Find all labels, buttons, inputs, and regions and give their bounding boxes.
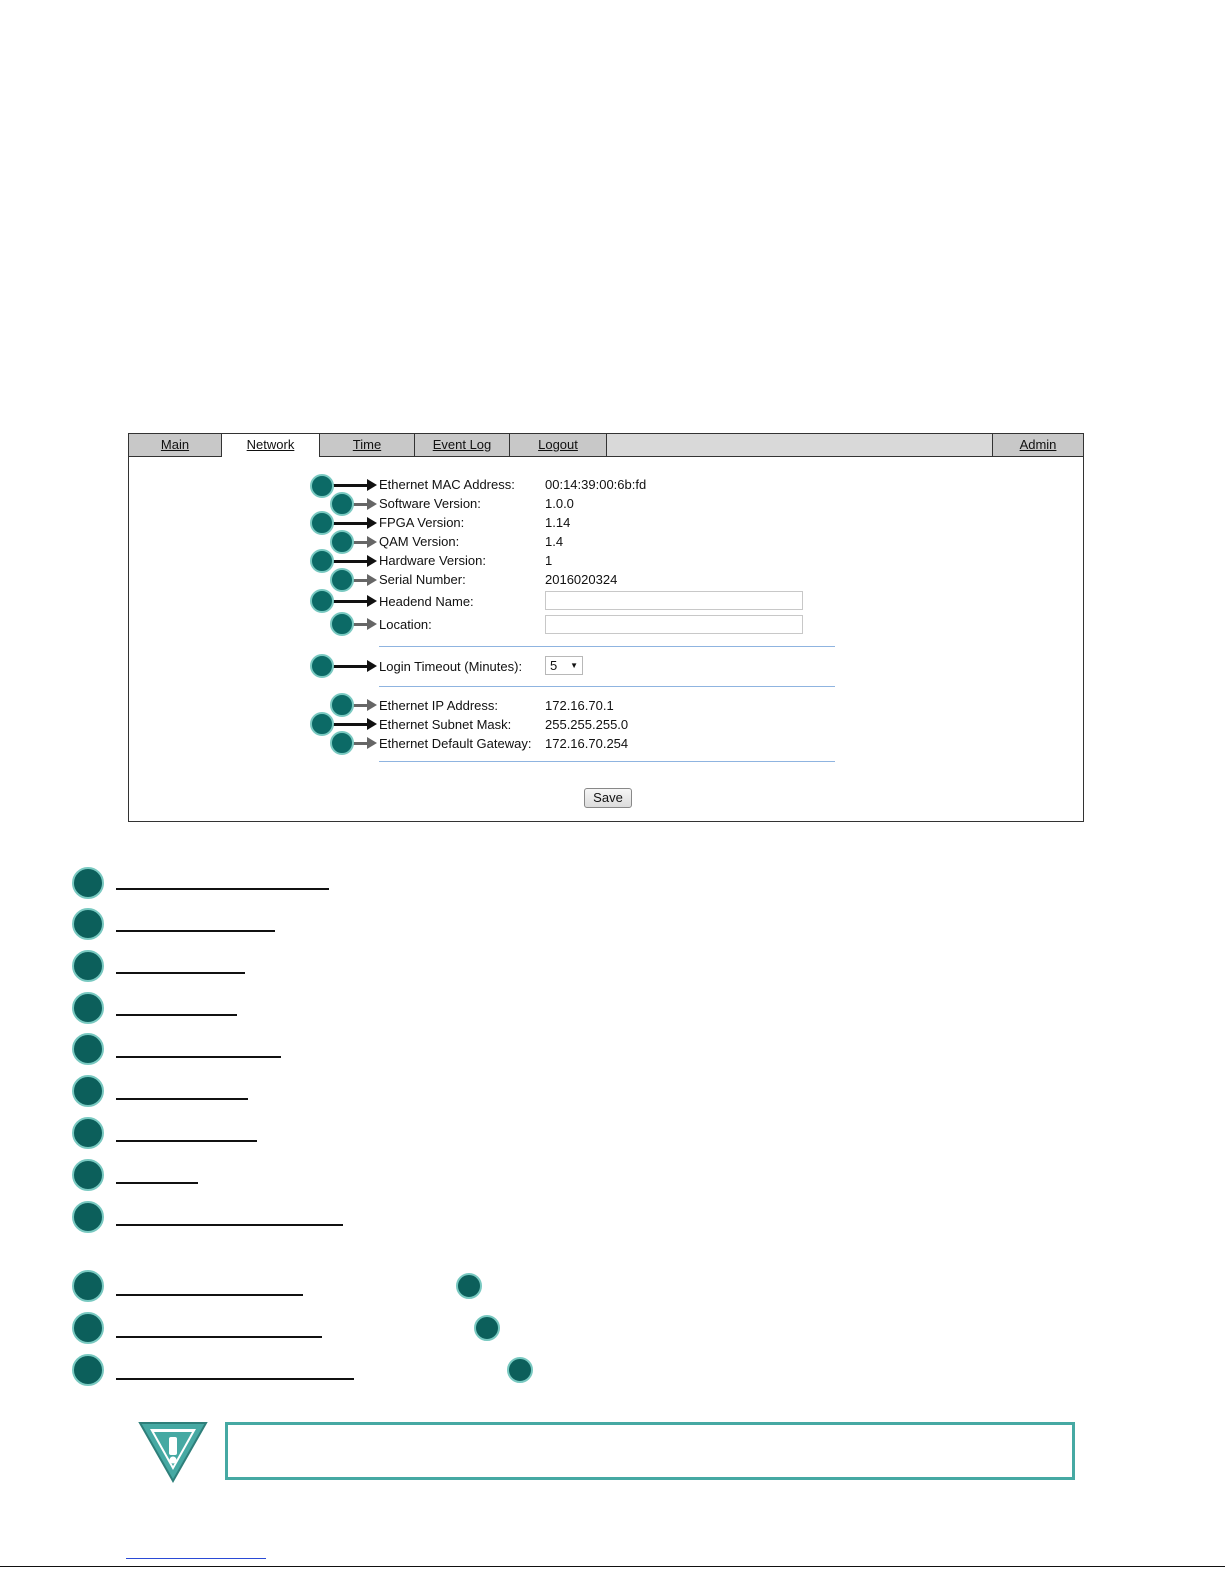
- legend-marker: [72, 1075, 104, 1107]
- legend-marker: [72, 1033, 104, 1065]
- caution-triangle-icon: [137, 1420, 209, 1484]
- legend-marker: [72, 1201, 104, 1233]
- callout-arrow: [329, 522, 369, 525]
- legend-ref-marker: [456, 1273, 482, 1299]
- legend-ref-marker: [507, 1357, 533, 1383]
- callout-marker: [330, 693, 354, 717]
- legend-underline: [116, 888, 329, 890]
- legend-marker: [72, 908, 104, 940]
- legend-underline: [116, 1336, 322, 1338]
- callout-marker: [330, 492, 354, 516]
- legend-underline: [116, 972, 245, 974]
- ethernet-ip-label: Ethernet IP Address:: [379, 698, 498, 713]
- callout-arrow: [329, 560, 369, 563]
- fpga-version-label: FPGA Version:: [379, 515, 465, 530]
- tab-network[interactable]: Network: [222, 434, 320, 457]
- qam-version-value: 1.4: [545, 534, 564, 549]
- legend-underline: [116, 1056, 281, 1058]
- callout-arrow: [329, 723, 369, 726]
- legend-underline: [116, 1140, 257, 1142]
- legend-underline: [116, 1182, 198, 1184]
- software-version-label: Software Version:: [379, 496, 481, 511]
- legend-marker: [72, 1270, 104, 1302]
- legend-underline: [116, 1224, 343, 1226]
- tab-logout[interactable]: Logout: [510, 434, 607, 456]
- hardware-version-label: Hardware Version:: [379, 553, 486, 568]
- tab-admin[interactable]: Admin: [992, 434, 1083, 456]
- callout-marker: [310, 712, 334, 736]
- dropdown-caret-icon: ▼: [570, 661, 578, 670]
- tab-main[interactable]: Main: [129, 434, 222, 456]
- serial-number-label: Serial Number:: [379, 572, 466, 587]
- legend-marker: [72, 867, 104, 899]
- legend-marker: [72, 1354, 104, 1386]
- ethernet-ip-value: 172.16.70.1: [545, 698, 614, 713]
- callout-marker: [330, 612, 354, 636]
- ethernet-subnet-mask-value: 255.255.255.0: [545, 717, 629, 732]
- location-input[interactable]: [545, 615, 803, 634]
- note-box: [225, 1422, 1075, 1480]
- legend-marker: [72, 1159, 104, 1191]
- legend-marker: [72, 950, 104, 982]
- callout-marker: [330, 731, 354, 755]
- software-version-value: 1.0.0: [545, 496, 574, 511]
- callout-marker: [310, 549, 334, 573]
- legend-underline: [116, 1294, 303, 1296]
- network-settings-panel: [128, 433, 1084, 822]
- ethernet-gateway-value: 172.16.70.254: [545, 736, 629, 751]
- callout-marker: [310, 474, 334, 498]
- legend-marker: [72, 1117, 104, 1149]
- save-button[interactable]: Save: [584, 788, 632, 808]
- fpga-version-value: 1.14: [545, 515, 571, 530]
- legend-underline: [116, 930, 275, 932]
- login-timeout-select[interactable]: [545, 656, 583, 675]
- callout-arrow: [329, 600, 369, 603]
- ethernet-gateway-label: Ethernet Default Gateway:: [379, 736, 532, 751]
- mac-address-label: Ethernet MAC Address:: [379, 477, 515, 492]
- login-timeout-label: Login Timeout (Minutes):: [379, 659, 523, 674]
- headend-name-label: Headend Name:: [379, 594, 474, 609]
- headend-name-input[interactable]: [545, 591, 803, 610]
- callout-arrow: [329, 665, 369, 668]
- divider: [379, 686, 835, 687]
- callout-marker: [330, 568, 354, 592]
- callout-marker: [330, 530, 354, 554]
- callout-marker: [310, 511, 334, 535]
- tab-time[interactable]: Time: [320, 434, 415, 456]
- footer-link[interactable]: [126, 1558, 266, 1559]
- legend-underline: [116, 1014, 237, 1016]
- qam-version-label: QAM Version:: [379, 534, 460, 549]
- tab-bar: [129, 434, 1083, 457]
- legend-marker: [72, 1312, 104, 1344]
- tab-event-log[interactable]: Event Log: [415, 434, 510, 456]
- legend-ref-marker: [474, 1315, 500, 1341]
- legend-underline: [116, 1098, 248, 1100]
- callout-arrow: [329, 484, 369, 487]
- legend-marker: [72, 992, 104, 1024]
- callout-marker: [310, 654, 334, 678]
- callout-marker: [310, 589, 334, 613]
- ethernet-subnet-mask-label: Ethernet Subnet Mask:: [379, 717, 512, 732]
- location-label: Location:: [379, 617, 432, 632]
- login-timeout-value: 5: [550, 658, 558, 673]
- legend-underline: [116, 1378, 354, 1380]
- hardware-version-value: 1: [545, 553, 553, 568]
- serial-number-value: 2016020324: [545, 572, 618, 587]
- mac-address-value: 00:14:39:00:6b:fd: [545, 477, 647, 492]
- divider: [379, 761, 835, 762]
- divider: [379, 646, 835, 647]
- footer-rule: [0, 1566, 1225, 1567]
